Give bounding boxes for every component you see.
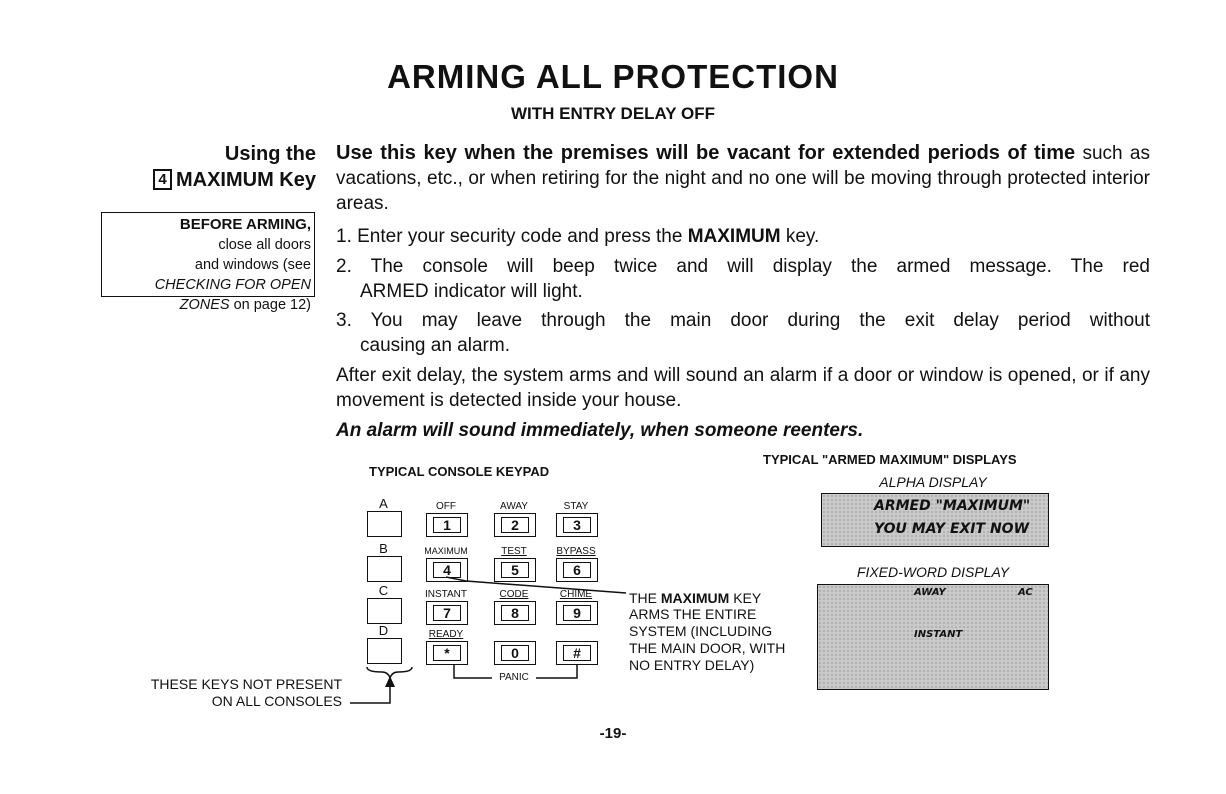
intro-rest: such as vacations, etc., or when retiring for the night and no one will be moving through protected interior areas. bbox=[336, 143, 1151, 214]
key-1: 1 bbox=[426, 513, 468, 537]
label-test: TEST bbox=[501, 546, 527, 557]
after-paragraph: After exit delay, the system arms and will sound an alarm if a door or window is opened, or if any movement is detected inside your house. bbox=[336, 365, 1150, 411]
callout-line1: THE MAXIMUM KEY bbox=[629, 590, 762, 606]
label-away: AWAY bbox=[500, 501, 528, 512]
side-heading-key-name: MAXIMUM Key bbox=[175, 169, 316, 191]
alpha-display-label: ALPHA DISPLAY bbox=[879, 474, 987, 490]
page-subtitle: WITH ENTRY DELAY OFF bbox=[510, 104, 716, 123]
alpha-line1: ARMED "MAXIMUM" bbox=[874, 498, 1031, 514]
callout-line2: ARMS THE ENTIRE bbox=[629, 606, 757, 622]
note-page: on page 12) bbox=[229, 297, 311, 313]
label-maximum: MAXIMUM bbox=[424, 546, 468, 556]
key-9: 9 bbox=[556, 601, 598, 625]
key-number-box: 4 bbox=[153, 169, 172, 190]
key-5: 5 bbox=[494, 558, 536, 582]
intro-bold: Use this key when the premises will be vacant for extended periods of time bbox=[336, 142, 1076, 164]
label-instant: INSTANT bbox=[424, 589, 468, 600]
fixed-word-instant: INSTANT bbox=[914, 629, 963, 640]
step-2-line2: ARMED indicator will light. bbox=[360, 281, 583, 302]
fixed-display-label: FIXED-WORD DISPLAY bbox=[856, 564, 1010, 580]
key-3: 3 bbox=[556, 513, 598, 537]
keys-note-line1: THESE KEYS NOT PRESENT bbox=[150, 676, 342, 692]
label-panic: PANIC bbox=[499, 672, 529, 683]
label-bypass: BYPASS bbox=[556, 546, 596, 557]
intro-paragraph bbox=[336, 141, 1150, 216]
note-bold: BEFORE ARMING, bbox=[179, 216, 311, 233]
key-star: * bbox=[426, 641, 468, 665]
step-2-line1: 2. The console will beep twice and will display the armed message. The red bbox=[336, 256, 1150, 277]
fixed-word-away: AWAY bbox=[914, 587, 946, 598]
label-code: CODE bbox=[499, 589, 529, 600]
fixed-word-display bbox=[817, 584, 1049, 690]
alpha-display bbox=[821, 493, 1049, 547]
keypad-title: TYPICAL CONSOLE KEYPAD bbox=[369, 464, 550, 479]
keypad-connector-lines bbox=[330, 560, 630, 710]
warning-text: An alarm will sound immediately, when someone reenters. bbox=[336, 420, 864, 441]
letter-c-label: C bbox=[378, 583, 389, 598]
label-stay: STAY bbox=[563, 501, 589, 512]
page-title: ARMING ALL PROTECTION bbox=[387, 58, 839, 95]
letter-b-label: B bbox=[379, 541, 388, 556]
side-heading-key bbox=[153, 167, 316, 193]
key-4: 4 bbox=[426, 558, 468, 582]
note-italic1: CHECKING FOR OPEN bbox=[154, 277, 311, 293]
displays-title: TYPICAL "ARMED MAXIMUM" DISPLAYS bbox=[763, 452, 1017, 467]
key-6: 6 bbox=[556, 558, 598, 582]
page-number: -19- bbox=[599, 725, 627, 742]
step1-pre: 1. Enter your security code and press the bbox=[336, 226, 688, 247]
alpha-line2: YOU MAY EXIT NOW bbox=[874, 521, 1030, 537]
note-line2: close all doors bbox=[218, 237, 311, 253]
key-2: 2 bbox=[494, 513, 536, 537]
key-a bbox=[367, 511, 402, 537]
step1-post: key. bbox=[780, 226, 820, 247]
step-3-line1: 3. You may leave through the main door during the exit delay period without bbox=[336, 310, 1150, 331]
callout-line3: SYSTEM (INCLUDING bbox=[629, 623, 773, 639]
note-line3: and windows (see bbox=[194, 257, 311, 273]
step-1 bbox=[336, 224, 1150, 249]
letter-a-label: A bbox=[379, 496, 388, 511]
label-ready: READY bbox=[428, 629, 464, 640]
step1-bold: MAXIMUM bbox=[687, 226, 781, 247]
label-chime: CHIME bbox=[559, 589, 593, 600]
key-8: 8 bbox=[494, 601, 536, 625]
keys-note-line2: ON ALL CONSOLES bbox=[211, 693, 342, 709]
callout-line4: THE MAIN DOOR, WITH bbox=[629, 640, 786, 656]
key-hash: # bbox=[556, 641, 598, 665]
key-7: 7 bbox=[426, 601, 468, 625]
label-off: OFF bbox=[436, 501, 456, 512]
key-0: 0 bbox=[494, 641, 536, 665]
callout-line5: NO ENTRY DELAY) bbox=[629, 657, 755, 673]
fixed-word-ac: AC bbox=[1018, 587, 1033, 598]
before-arming-note bbox=[101, 212, 315, 313]
step-3-line2: causing an alarm. bbox=[360, 335, 510, 356]
side-heading-using: Using the bbox=[224, 143, 316, 165]
letter-d-label: D bbox=[378, 623, 389, 638]
note-italic2: ZONES bbox=[179, 297, 230, 313]
